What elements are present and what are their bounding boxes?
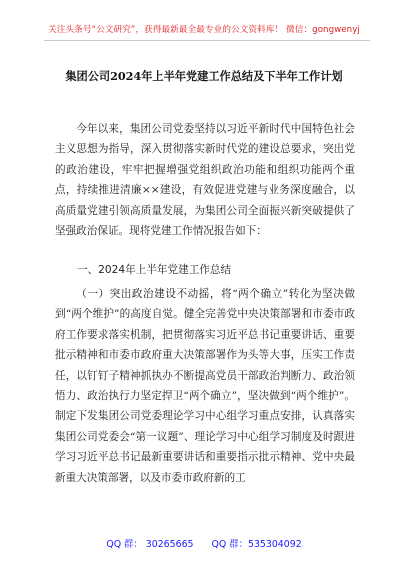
paragraph-1 [55,284,355,488]
paragraph-1-body: 将“两个确立”转化为坚决做到“两个维护”的高度自觉。健全完善党中央决策部署和市委市政府工作要求落实机制，把贯彻落实习近平总书记重要讲话、重要批示精神和市委市政府重大决策部署作为头等大事，压实工作责任，以钉钉子精神抓执办不断提高党员干部政治判断力、政治领悟力、政治执行力坚定捍卫“两个确立”，坚决做到“两个维护”。制定下发集团公司党委理论学习中心组学习重点安排，认真落实集团公司党委会“第一议题”、理论学习中心组学习制度及时跟进学习习近平总书记最新重要讲话和重要指示批示精神、党中央最新重大决策部署，以及市委市政府新的工 [55,288,355,484]
section-heading: 一、2024年上半年党建工作总结 [77,264,232,276]
footer-qq-group-1: QQ 群： 30265665 [106,539,194,550]
header-divider [44,40,370,41]
header-banner: 关注头条号“公文研究”，获得最新最全最专业的公文资料库！ 微信：gongwenyj [48,25,360,35]
footer [0,536,408,550]
document-title: 集团公司2024年上半年党建工作总结及下半年工作计划 [65,69,343,83]
intro-paragraph: 今年以来，集团公司党委坚持以习近平新时代中国特色社会主义思想为指导，深入贯彻落实新时代党的建设总要求，突出党的政治建设，牢牢把握增强党组织政治功能和组织功能两个重点，持续推进清廉××建设，有效促进党建与业务深度融合，以高质量党建引领高质量发展，为集团公司全面振兴新突破提供了坚强政治保证。现将党建工作情况报告如下： [55,123,355,238]
paragraph-1-subheading: （一）突出政治建设不动摇， [76,288,222,300]
footer-qq-group-2: QQ 群：535304092 [211,539,302,550]
